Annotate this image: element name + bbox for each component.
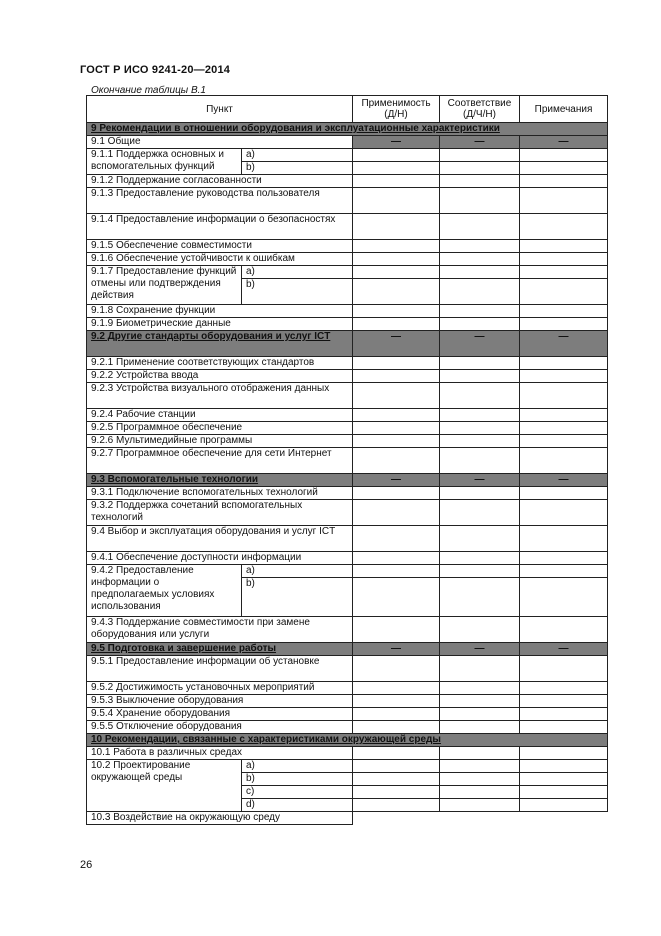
table-row: 9.1.1 Поддержка основных и вспомогательных функций [87, 149, 242, 175]
table-row: 9.1.2 Поддержание согласованности [87, 175, 353, 188]
table-row: 9.4.3 Поддержание совместимости при замене оборудования или услуги [87, 617, 353, 643]
table-row: 9.1.3 Предоставление руководства пользователя [87, 188, 353, 214]
table-row: 10.1 Работа в различных средах [87, 747, 353, 760]
col-header-conformance: Соответствие (Д/Ч/Н) [440, 96, 520, 123]
dash-cell: — [353, 136, 440, 149]
checklist-table [86, 95, 608, 825]
table-row: 9.4 Выбор и эксплуатация оборудования и услуг ICT [87, 526, 353, 552]
table-row: 9.5.2 Достижимость установочных мероприятий [87, 682, 353, 695]
col-header-item: Пункт [87, 96, 353, 123]
table-row: 9.2.4 Рабочие станции [87, 409, 353, 422]
dash-cell: — [353, 474, 440, 487]
dash-cell: — [353, 331, 440, 357]
section-row: 9.3 Вспомогательные технологии [87, 474, 353, 487]
table-row: 9.5.1 Предоставление информации об установке [87, 656, 353, 682]
table-row: 9.4.1 Обеспечение доступности информации [87, 552, 353, 565]
table-row: 9.1.7 Предоставление функций отмены или подтверждения действия [87, 266, 242, 305]
table-row: 9.2.7 Программное обеспечение для сети Интернет [87, 448, 353, 474]
dash-cell: — [440, 474, 520, 487]
sub-item: b) [242, 773, 353, 786]
table-row: 10.3 Воздействие на окружающую среду [87, 812, 353, 825]
document-header: ГОСТ Р ИСО 9241-20—2014 [80, 64, 231, 76]
dash-cell: — [520, 331, 608, 357]
table-row: 9.1.8 Сохранение функции [87, 305, 353, 318]
table-row: 9.3.1 Подключение вспомогательных технологий [87, 487, 353, 500]
sub-item: b) [242, 279, 353, 305]
sub-item: a) [242, 760, 353, 773]
sub-item: a) [242, 149, 353, 162]
table-row: 9.2.3 Устройства визуального отображения данных [87, 383, 353, 409]
table-row: 9.1.5 Обеспечение совместимости [87, 240, 353, 253]
dash-cell: — [440, 136, 520, 149]
table-row: 9.5.4 Хранение оборудования [87, 708, 353, 721]
sub-item: b) [242, 162, 353, 175]
dash-cell: — [520, 643, 608, 656]
sub-item: d) [242, 799, 353, 812]
table-row: 10.2 Проектирование окружающей среды [87, 760, 242, 812]
table-row: 9.2.6 Мультимедийные программы [87, 435, 353, 448]
section-row: 10 Рекомендации, связанные с характеристиками окружающей среды [87, 734, 608, 747]
table-row: 9.5.5 Отключение оборудования [87, 721, 353, 734]
dash-cell: — [440, 331, 520, 357]
table-row: 9.5.3 Выключение оборудования [87, 695, 353, 708]
sub-item: a) [242, 565, 353, 578]
table-row: 9.4.2 Предоставление информации о предполагаемых условиях использования [87, 565, 242, 617]
dash-cell: — [353, 643, 440, 656]
section-row: 9 Рекомендации в отношении оборудования и эксплуатационные характеристики [87, 123, 608, 136]
table-row: 9.1.9 Биометрические данные [87, 318, 353, 331]
col-header-notes: Примечания [520, 96, 608, 123]
dash-cell: — [440, 643, 520, 656]
table-row: 9.1 Общие [87, 136, 353, 149]
section-row: 9.2 Другие стандарты оборудования и услуг ICT [87, 331, 353, 357]
table-row: 9.2.2 Устройства ввода [87, 370, 353, 383]
section-row: 9.5 Подготовка и завершение работы [87, 643, 353, 656]
page-number: 26 [80, 859, 93, 871]
sub-item: c) [242, 786, 353, 799]
dash-cell: — [520, 136, 608, 149]
sub-item: a) [242, 266, 353, 279]
col-header-applicability: Применимость (Д/Н) [353, 96, 440, 123]
table-row: 9.1.4 Предоставление информации о безопасностях [87, 214, 353, 240]
table-caption: Окончание таблицы В.1 [91, 85, 206, 96]
dash-cell: — [520, 474, 608, 487]
table-row: 9.3.2 Поддержка сочетаний вспомогательных технологий [87, 500, 353, 526]
table-row: 9.2.1 Применение соответствующих стандартов [87, 357, 353, 370]
sub-item: b) [242, 578, 353, 617]
table-row: 9.2.5 Программное обеспечение [87, 422, 353, 435]
table-row: 9.1.6 Обеспечение устойчивости к ошибкам [87, 253, 353, 266]
